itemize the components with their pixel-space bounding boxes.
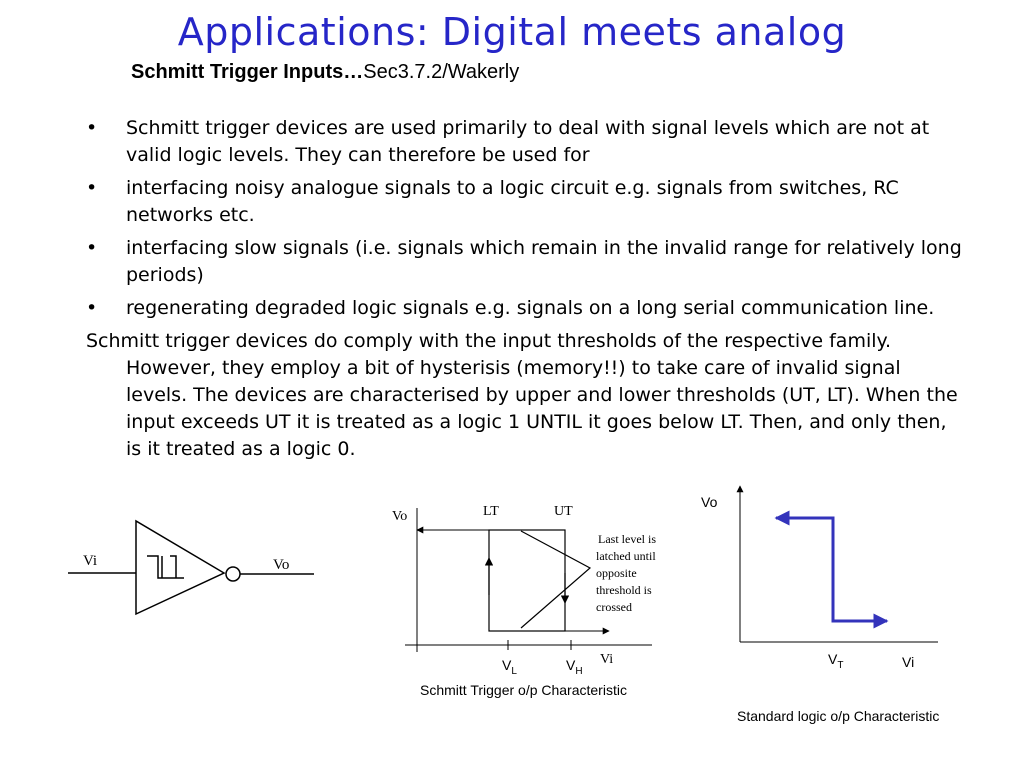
latch-note-line: crossed — [596, 600, 632, 614]
standard-transfer-curve — [777, 518, 886, 621]
standard-characteristic-diagram — [701, 486, 939, 724]
ut-label: UT — [554, 504, 573, 519]
gate-output-label: Vo — [273, 557, 290, 573]
body-paragraph: Schmitt trigger devices do comply with the input thresholds of the respective family. However, they employ a bit of hysterisis (memory!!) to take care of invalid signal levels. The devices are characterised by upper and lower thresholds (UT, LT). When the input exceeds UT it is treated as a logic 1 UNTIL it goes below LT. Then, and only then, is it treated as a logic 0. — [86, 330, 958, 460]
bullet-text: interfacing noisy analogue signals to a logic circuit e.g. signals from switches, RC networks etc. — [126, 177, 899, 226]
hysteresis-icon — [147, 556, 184, 578]
bullet-text: Schmitt trigger devices are used primarily to deal with signal levels which are not at valid logic levels. They can therefore be used for — [126, 117, 930, 166]
schmitt-characteristic-diagram — [392, 504, 656, 698]
standard-caption: Standard logic o/p Characteristic — [737, 708, 940, 724]
vh-label: $V_H$ — [566, 657, 583, 677]
subtitle-reference: Sec3.7.2/Wakerly — [363, 61, 520, 83]
schmitt-caption: Schmitt Trigger o/p Characteristic — [420, 682, 627, 698]
latch-note-line: opposite — [596, 566, 637, 580]
schmitt-y-axis-label: Vo — [392, 509, 408, 524]
bullet-marker: • — [86, 117, 98, 139]
bullet-text: regenerating degraded logic signals e.g. signals on a long serial communication line. — [126, 297, 935, 319]
vl-label: $V_L$ — [502, 657, 517, 677]
gate-triangle — [136, 521, 224, 614]
bullet-marker: • — [86, 177, 98, 199]
bullet-text: interfacing slow signals (i.e. signals which remain in the invalid range for relatively long periods) — [126, 237, 962, 286]
page-title: Applications: Digital meets analog — [177, 10, 847, 54]
bullet-marker: • — [86, 237, 98, 259]
bullet-marker: • — [86, 297, 98, 319]
lt-label: LT — [483, 504, 499, 519]
schmitt-x-axis-label: Vi — [600, 652, 614, 667]
gate-input-label: Vi — [83, 553, 98, 569]
latch-note-line: threshold is — [596, 583, 652, 597]
schmitt-gate-symbol — [68, 521, 314, 614]
gate-inverter-bubble — [226, 567, 240, 581]
subtitle-bold: Schmitt Trigger Inputs… — [131, 61, 364, 83]
standard-x-axis-label: Vi — [902, 654, 915, 670]
latch-note-line: Last level is — [598, 532, 656, 546]
hysteresis-loop — [489, 530, 565, 631]
latch-note-line: latched until — [596, 549, 656, 563]
vt-label: $V_T$ — [828, 651, 844, 671]
standard-y-axis-label: Vo — [701, 494, 718, 510]
latch-pointer — [521, 531, 590, 628]
